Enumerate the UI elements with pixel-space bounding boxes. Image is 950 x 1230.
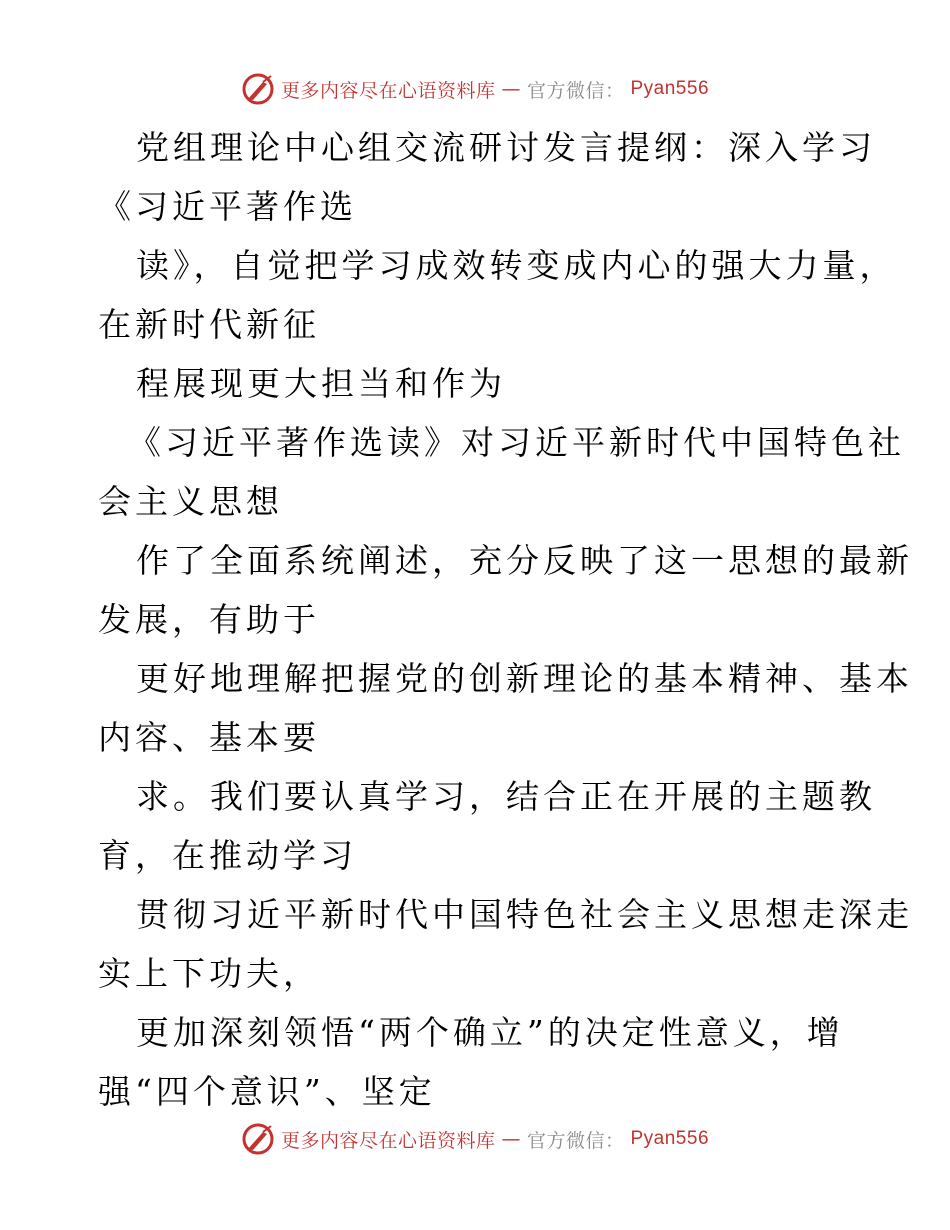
text-line: 会主义思想 xyxy=(98,482,283,521)
text-line: 更好地理解把握党的创新理论的基本精神、基本 xyxy=(136,659,913,698)
wechat-label: 官方微信： xyxy=(526,1129,625,1152)
text-line: 在新时代新征 xyxy=(98,305,320,344)
footer-watermark xyxy=(0,1122,950,1156)
text-line: 求。我们要认真学习，结合正在开展的主题教 xyxy=(136,777,876,816)
text-line: 《习近平著作选读》对习近平新时代中国特色社 xyxy=(128,423,905,462)
text-line: 党组理论中心组交流研讨发言提纲：深入学习 xyxy=(136,128,876,167)
wechat-label: 官方微信： xyxy=(526,79,625,102)
text-line: 更加深刻领悟“两个确立”的决定性意义，增 xyxy=(136,1013,844,1052)
wechat-id: Pyan556 xyxy=(630,78,710,99)
separator: — xyxy=(501,78,521,100)
site-name: 更多内容尽在心语资料库 xyxy=(280,1129,496,1152)
text-line: 贯彻习近平新时代中国特色社会主义思想走深走 xyxy=(136,895,913,934)
text-line: 程展现更大担当和作为 xyxy=(136,364,506,403)
wechat-id: Pyan556 xyxy=(630,1128,710,1149)
site-name: 更多内容尽在心语资料库 xyxy=(280,79,496,102)
text-line: 实上下功夫， xyxy=(98,954,320,993)
text-line: 育，在推动学习 xyxy=(98,836,357,875)
document-body xyxy=(98,118,913,1121)
text-line: 强“四个意识”、坚定 xyxy=(98,1072,436,1111)
text-line: 读》，自觉把学习成效转变成内心的强大力量， xyxy=(136,246,897,285)
text-line: 《习近平著作选 xyxy=(98,187,357,226)
text-line: 发展，有助于 xyxy=(98,600,320,639)
text-line: 作了全面系统阐述，充分反映了这一思想的最新 xyxy=(136,541,913,580)
separator: — xyxy=(501,1128,521,1150)
quill-logo-icon xyxy=(241,1122,275,1156)
header-watermark xyxy=(0,72,950,106)
quill-logo-icon xyxy=(241,72,275,106)
text-line: 内容、基本要 xyxy=(98,718,320,757)
